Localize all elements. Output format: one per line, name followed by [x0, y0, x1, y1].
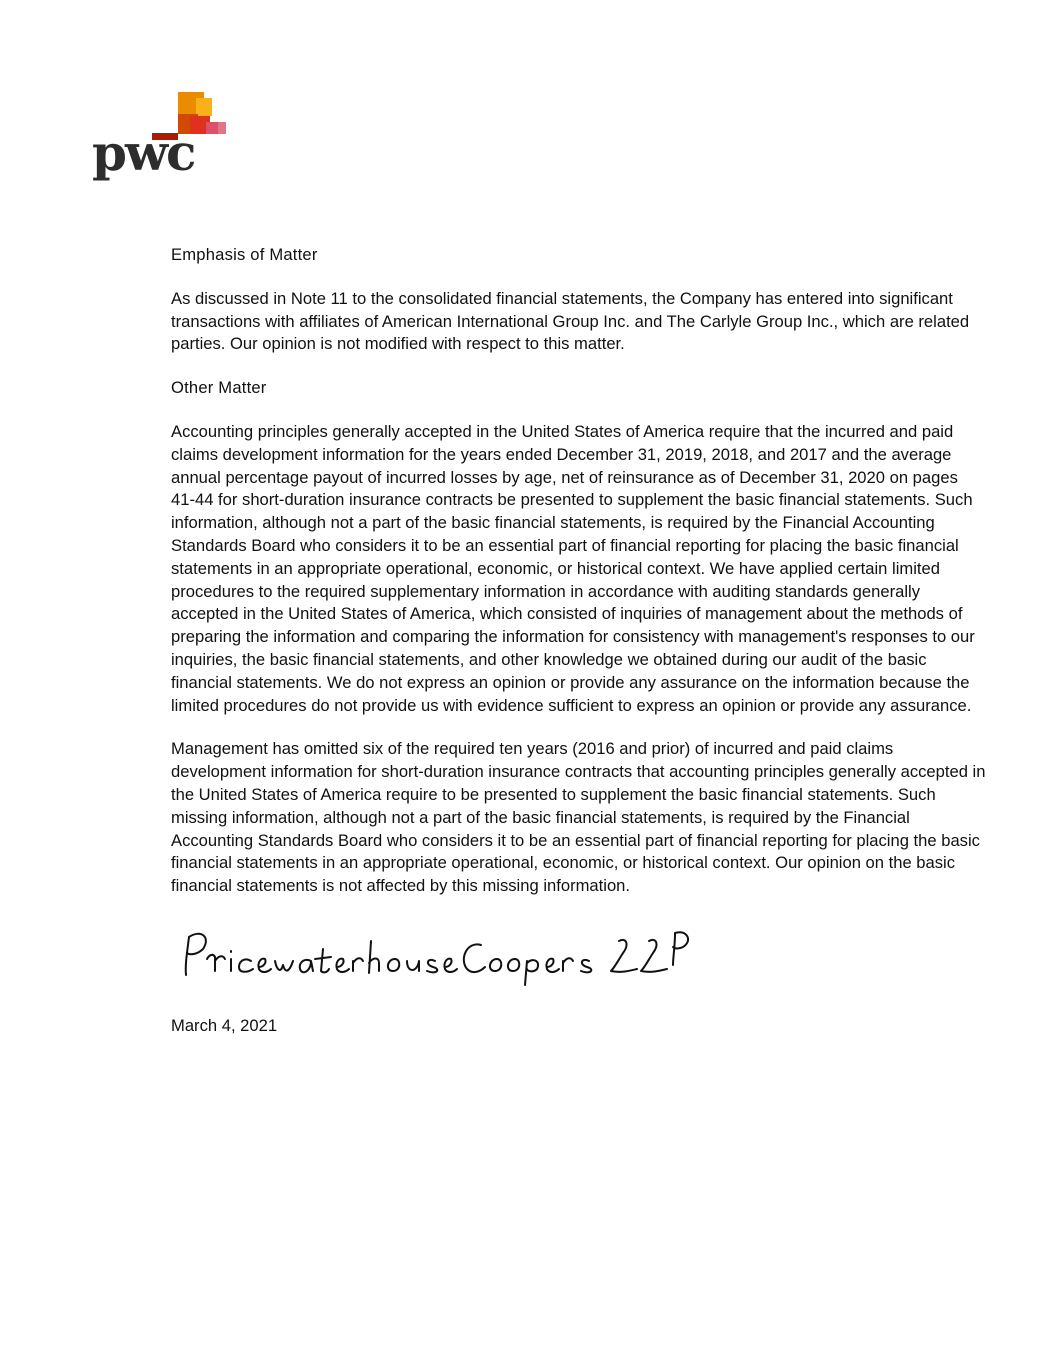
- other-matter-heading: Other Matter: [171, 378, 267, 398]
- report-date: March 4, 2021: [171, 1015, 278, 1035]
- emphasis-heading: Emphasis of Matter: [171, 245, 318, 264]
- pwc-wordmark: pwc: [92, 123, 195, 182]
- document-body: [171, 244, 986, 1038]
- other-matter-paragraph-2: Management has omitted six of the required ten years (2016 and prior) of incurred and paid claims development information for short-duration insurance contracts that accounting principles generally accepted in the United States of America require to be presented to supplement the basic financial statements. Such missing information, although not a part of the basic financial statements, is required by the Financial Accounting Standards Board who considers it to be an essential part of financial reporting for placing the basic financial statements in an appropriate operational, economic, or historical context. Our opinion on the basic financial statements is not affected by this missing information.: [171, 739, 986, 896]
- pwc-logo: [92, 88, 232, 198]
- signature-image: [171, 919, 691, 989]
- other-matter-paragraph-1: Accounting principles generally accepted in the United States of America require that the incurred and paid claims development information for the years ended December 31, 2019, 2018, and 2017 and the average annual percentage payout of incurred losses by age, net of reinsurance as of December 31, 2020 on pages 41-44 for short-duration insurance contracts be presented to supplement the basic financial statements. Such information, although not a part of the basic financial statements, is required by the Financial Accounting Standards Board who considers it to be an essential part of financial reporting for placing the basic financial statements in an appropriate operational, economic, or historical context. We have applied certain limited procedures to the required supplementary information in accordance with auditing standards generally accepted in the United States of America, which consisted of inquiries of management about the methods of preparing the information and comparing the information for consistency with management's responses to our inquiries, the basic financial statements, and other knowledge we obtained during our audit of the basic financial statements. We do not express an opinion or provide any assurance on the information because the limited procedures do not provide us with evidence sufficient to express an opinion or provide any assurance.: [171, 421, 975, 715]
- emphasis-paragraph: As discussed in Note 11 to the consolidated financial statements, the Company has entered into significant transactions with affiliates of American International Group Inc. and The Carlyle Group Inc., which are related parties. Our opinion is not modified with respect to this matter.: [171, 288, 970, 354]
